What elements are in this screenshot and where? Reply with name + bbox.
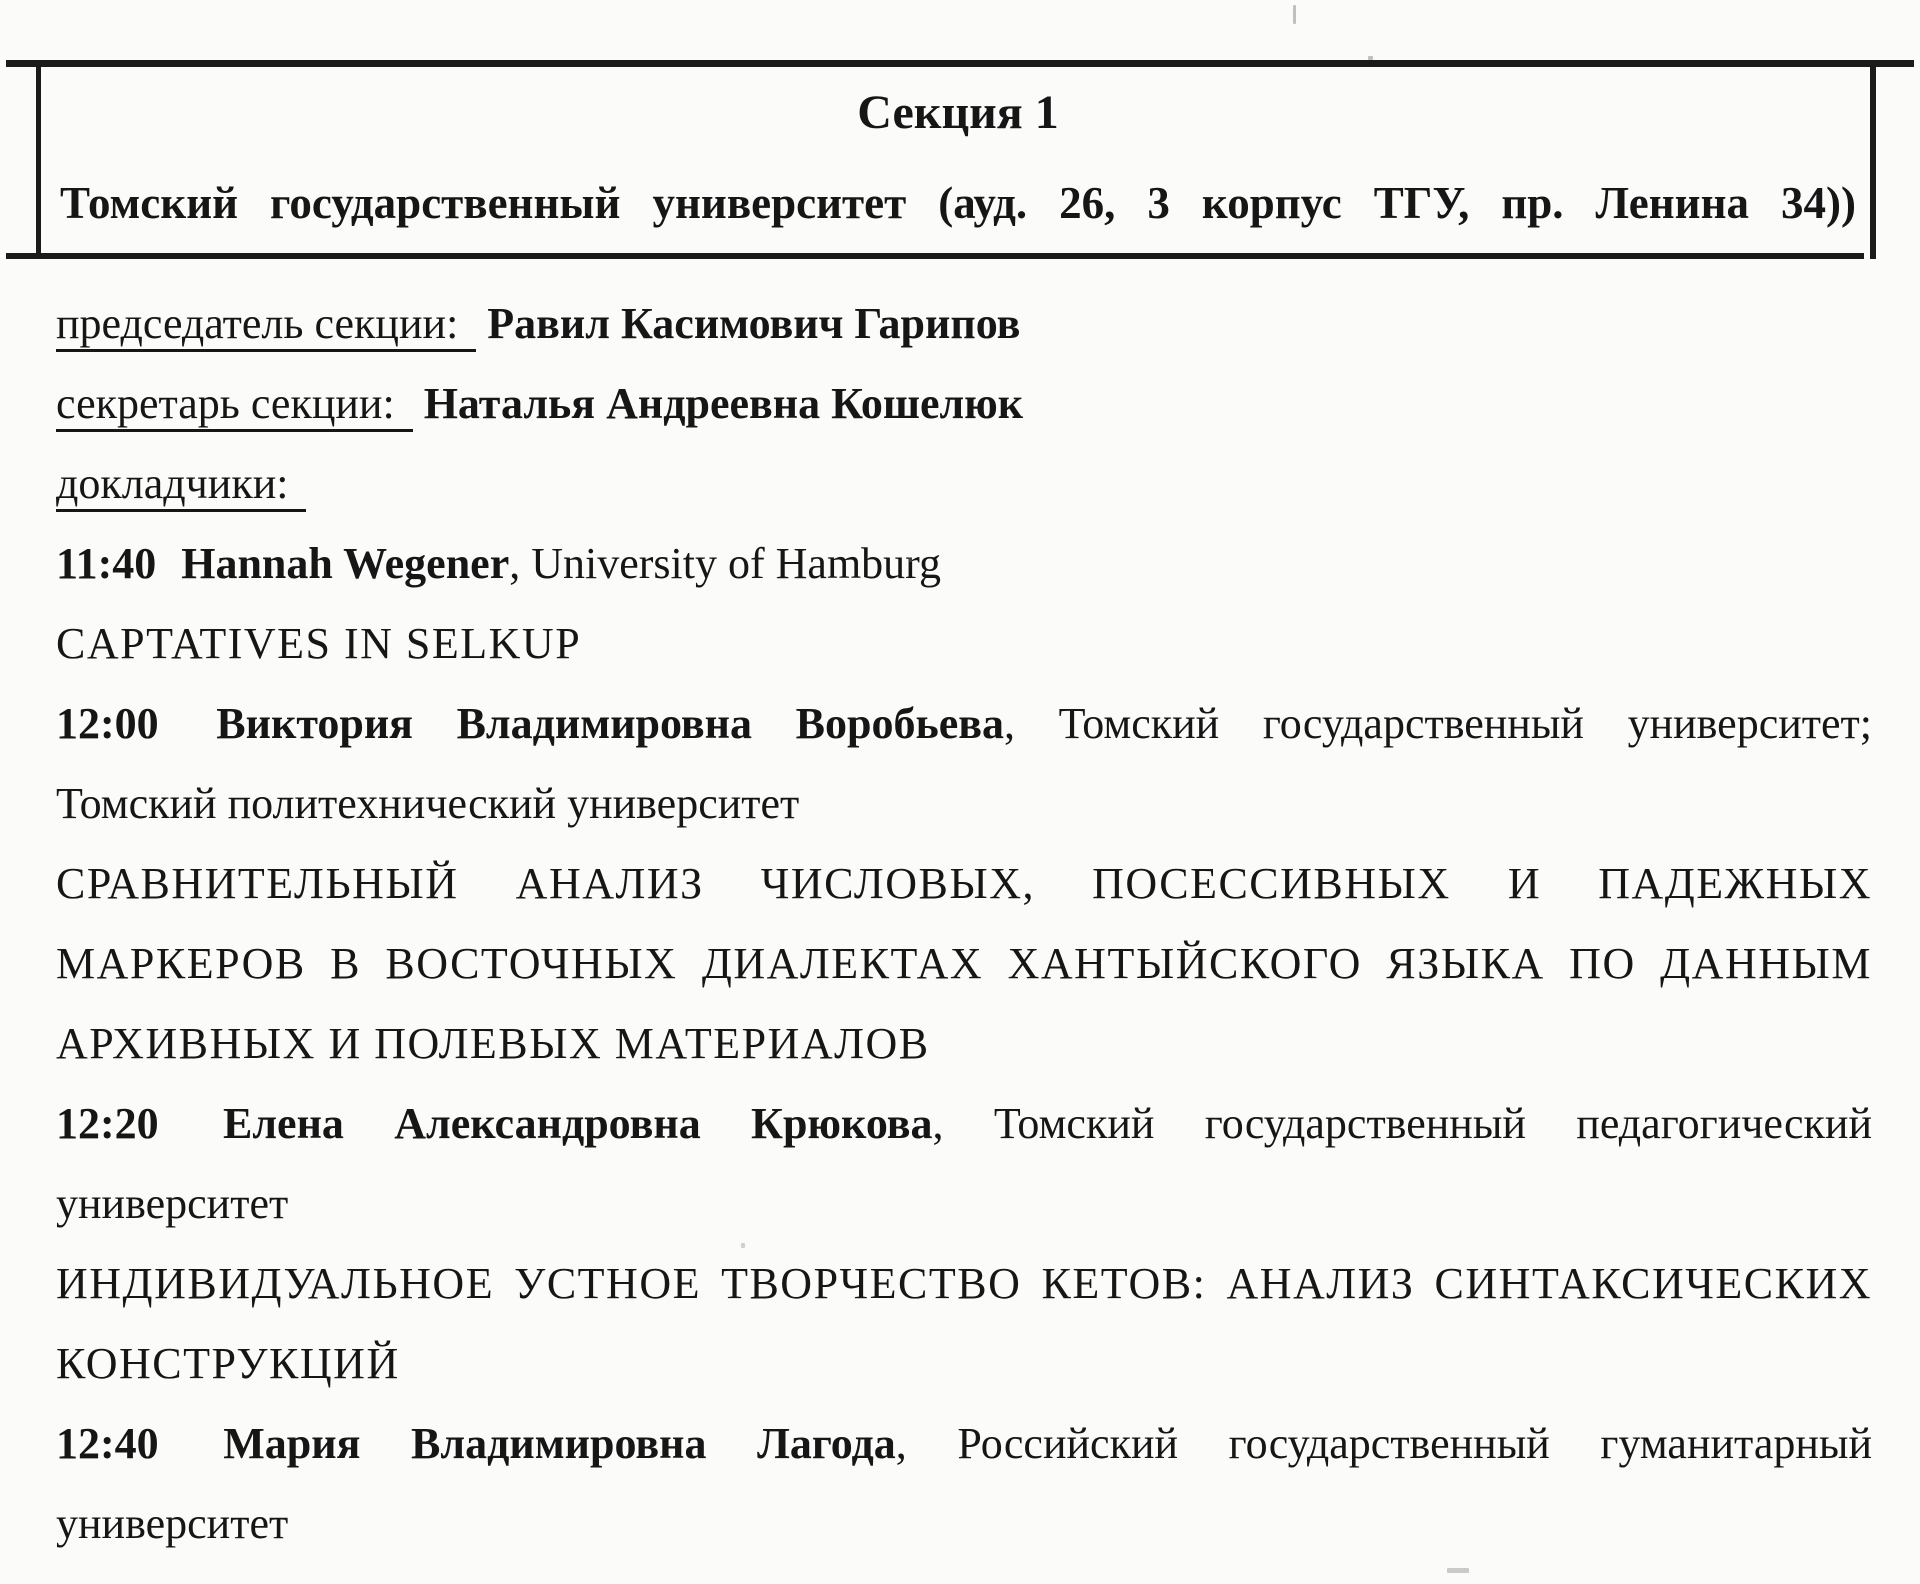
talk3-title-line2: КОНСТРУКЦИЙ bbox=[56, 1339, 400, 1388]
talk3-title-line1: ИНДИВИДУАЛЬНОЕ УСТНОЕ ТВОРЧЕСТВО КЕТОВ: АНАЛИЗ СИНТАКСИЧЕСКИХ bbox=[56, 1259, 1872, 1308]
box-border-right bbox=[1870, 60, 1876, 259]
talk1-affiliation: , University of Hamburg bbox=[509, 539, 942, 588]
secretary-label: секретарь секции: bbox=[56, 379, 413, 432]
talk2-header-line1 bbox=[56, 684, 1872, 764]
box-border-bottom bbox=[6, 253, 1864, 259]
talk4-affiliation: , Российский государственный гуманитарный bbox=[895, 1419, 1873, 1468]
talk2-title-line1: СРАВНИТЕЛЬНЫЙ АНАЛИЗ ЧИСЛОВЫХ, ПОСЕССИВНЫХ И ПАДЕЖНЫХ bbox=[56, 859, 1872, 908]
scan-speck bbox=[1368, 56, 1373, 60]
talk4-header-line2: университет bbox=[56, 1499, 289, 1548]
talk3-affiliation: , Томский государственный педагогический bbox=[932, 1099, 1873, 1148]
speakers-label-line bbox=[56, 444, 1872, 524]
section-title: Секция 1 bbox=[857, 86, 1059, 139]
talk1-title-line1: CAPTATIVES IN SELKUP bbox=[56, 619, 582, 668]
talk2-time: 12:00 bbox=[56, 699, 159, 748]
secretary-line bbox=[56, 364, 1872, 444]
programme-body bbox=[56, 284, 1872, 1564]
talk1-header-line bbox=[56, 524, 1872, 604]
talk4-time: 12:40 bbox=[56, 1419, 159, 1468]
scan-speck bbox=[1293, 5, 1296, 24]
scan-speck bbox=[741, 1243, 745, 1248]
secretary-name: Наталья Андреевна Кошелюк bbox=[423, 379, 1024, 428]
talk2-speaker: Виктория Владимировна Воробьева bbox=[216, 699, 1005, 748]
talk3-speaker: Елена Александровна Крюкова bbox=[223, 1099, 933, 1148]
talk3-time: 12:20 bbox=[56, 1099, 159, 1148]
chair-name: Равил Касимович Гарипов bbox=[487, 299, 1021, 348]
box-border-top bbox=[6, 60, 1914, 67]
scan-speck bbox=[1447, 1568, 1469, 1573]
speakers-label: докладчики: bbox=[56, 459, 306, 512]
section-header-box bbox=[60, 67, 1856, 247]
talk3-header-line2: университет bbox=[56, 1179, 289, 1228]
section-venue: Томский государственный университет (ауд. 26, 3 корпус ТГУ, пр. Ленина 34)) bbox=[60, 178, 1856, 228]
chair-label: председатель секции: bbox=[56, 299, 476, 352]
talk4-header-line1 bbox=[56, 1404, 1872, 1484]
talk2-title-line2: МАРКЕРОВ В ВОСТОЧНЫХ ДИАЛЕКТАХ ХАНТЫЙСКОГО ЯЗЫКА ПО ДАННЫМ bbox=[56, 939, 1872, 988]
scan-speck bbox=[908, 558, 912, 562]
talk2-title-line3: АРХИВНЫХ И ПОЛЕВЫХ МАТЕРИАЛОВ bbox=[56, 1019, 930, 1068]
talk4-speaker: Мария Владимировна Лагода bbox=[223, 1419, 896, 1468]
talk2-affiliation: , Томский государственный университет; bbox=[1004, 699, 1873, 748]
talk3-header-line1 bbox=[56, 1084, 1872, 1164]
box-border-left bbox=[36, 60, 41, 259]
chair-line bbox=[56, 284, 1872, 364]
talk2-header-line2: Томский политехнический университет bbox=[56, 779, 800, 828]
talk1-time: 11:40 bbox=[56, 539, 157, 588]
talk1-speaker: Hannah Wegener bbox=[181, 539, 510, 588]
